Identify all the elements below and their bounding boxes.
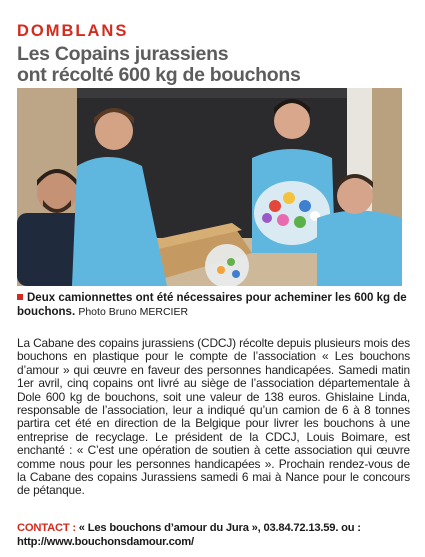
bag-of-caps-small <box>205 244 249 286</box>
cap <box>283 192 295 204</box>
contact-line <box>17 522 412 549</box>
article-photo <box>17 88 402 286</box>
person-4-face <box>337 178 373 214</box>
cap <box>232 270 240 278</box>
cap <box>299 200 311 212</box>
cap <box>269 200 281 212</box>
cap <box>294 216 306 228</box>
person-3-face <box>274 103 310 139</box>
caption-marker-icon <box>17 294 23 300</box>
contact-text: « Les bouchons d’amour du Jura », 03.84.72.13.59. ou : http://www.bouchonsdamour.com/ <box>17 522 361 548</box>
cap <box>217 266 225 274</box>
cap <box>277 214 289 226</box>
caption-text: Deux camionnettes ont été nécessaires pour acheminer les 600 kg de bouchons. <box>17 292 407 318</box>
article-kicker: DOMBLANS <box>17 22 129 40</box>
photo-illustration <box>17 88 402 286</box>
body-paragraph: La Cabane des copains jurassiens (CDCJ) récolte depuis plusieurs mois des bouchons en plastique pour le compte de l’association « Les bouchons d’amour » qui œuvre en faveur des personnes handicapées. Samedi matin 1er avril, cinq copains ont livré au siège de l’association départementale à Dole 600 kg de bouchons, soit une valeur de 138 euros. Ghislaine Linda, responsable de l’association, leur a indiqué qu’un camion de 6 à 8 tonnes partira cet été en direction de la Belgique pour livrer les bouchons à une entreprise de recyclage. Le président de la CDCJ, Louis Boimare, est enchanté : « C’est une opération de soutien à cette association qui œuvre comme nous pour les personnes handicapées ». Prochain rendez-vous de la Cabane des copains Jurassiens samedi 6 mai à Nance pour le concours de pétanque. <box>17 336 410 498</box>
van-ceiling <box>77 88 347 98</box>
headline-line-1: Les Copains jurassiens <box>17 43 229 65</box>
article-headline <box>17 44 417 86</box>
article-body <box>17 337 410 498</box>
cap <box>262 213 272 223</box>
photo-credit: Photo Bruno MERCIER <box>78 306 189 318</box>
person-4-hoodie <box>317 211 402 287</box>
contact-label: CONTACT : <box>17 522 76 534</box>
headline-line-2: ont récolté 600 kg de bouchons <box>17 64 301 86</box>
person-2-face <box>95 112 133 150</box>
photo-caption <box>17 291 412 319</box>
cap <box>227 258 235 266</box>
